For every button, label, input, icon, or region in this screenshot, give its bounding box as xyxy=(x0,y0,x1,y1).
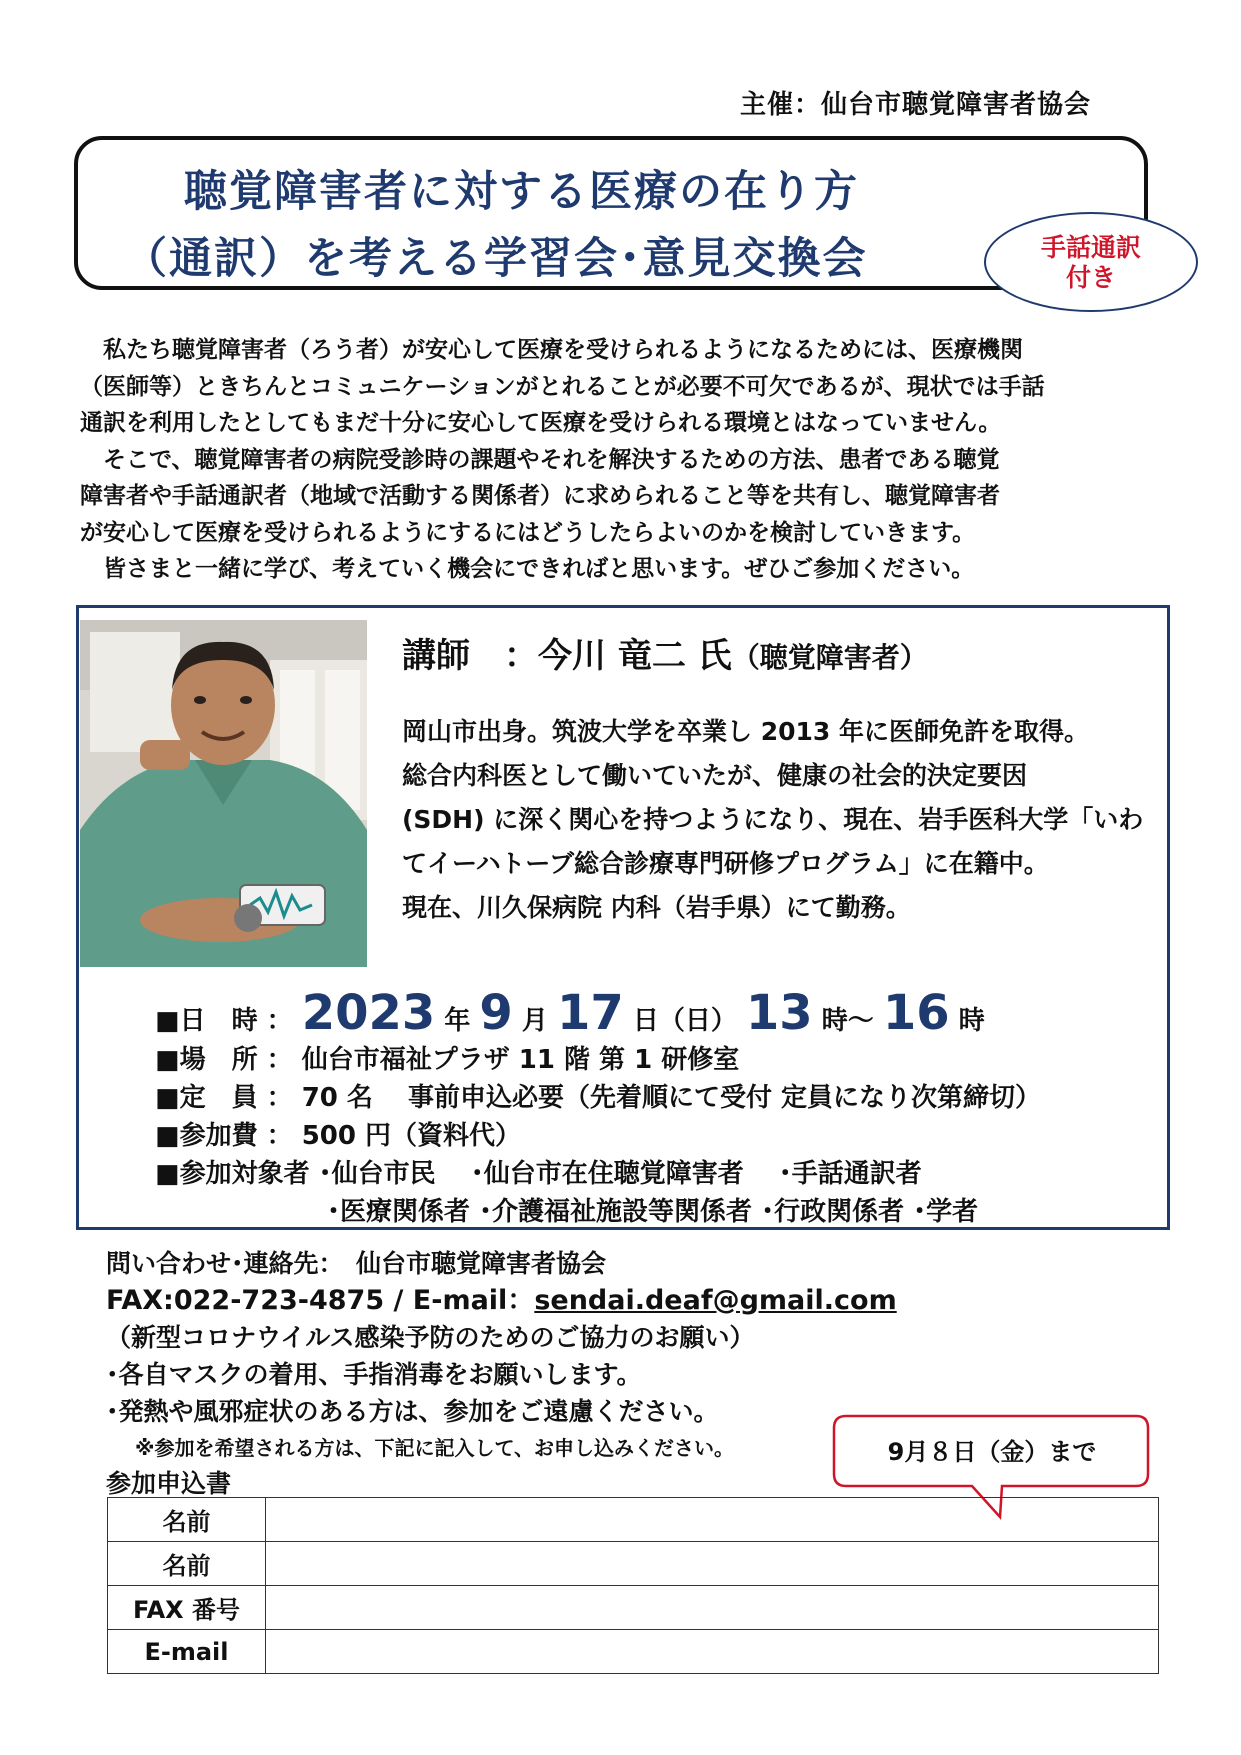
name-field-2[interactable] xyxy=(266,1542,1159,1586)
target-label: ■参加対象者 xyxy=(155,1159,310,1189)
intro-line: （医師等）ときちんとコミュニケーションがとれることが必要不可欠であるが、現状では手話 xyxy=(80,373,1045,400)
email-field[interactable] xyxy=(266,1630,1159,1674)
event-title-line2: （通訳）を考える学習会･意見交換会 xyxy=(124,234,868,284)
covid-title: （新型コロナウイルス感染予防のためのご協力のお願い） xyxy=(106,1323,755,1352)
bio-line: 現在、川久保病院 内科（岩手県）にて勤務。 xyxy=(402,893,911,922)
bio-line: 総合内科医として働いていたが、健康の社会的決定要因 xyxy=(402,761,1028,790)
organizer: 主催：仙台市聴覚障害者協会 xyxy=(740,90,1092,120)
date-row xyxy=(155,985,1041,1041)
event-title-line1: 聴覚障害者に対する医療の在り方 xyxy=(184,167,859,217)
name-field[interactable] xyxy=(266,1498,1159,1542)
time-start: 13 xyxy=(745,985,813,1041)
covid-item: ･各自マスクの着用、手指消毒をお願いします。 xyxy=(106,1360,642,1389)
capacity-row xyxy=(155,1079,1041,1117)
bio-line: てイーハトーブ総合診療専門研修プログラム」に在籍中。 xyxy=(402,849,1049,878)
target-line2: ･医療関係者 ･介護福祉施設等関係者 ･行政関係者 ･学者 xyxy=(327,1197,979,1227)
form-label-email: E-mail xyxy=(108,1630,266,1674)
fax-label: FAX:022-723-4875 / E-mail： xyxy=(106,1285,535,1316)
date-label: ■日 時 ： xyxy=(155,1006,293,1036)
target-row xyxy=(155,1155,1041,1193)
lecturer-heading xyxy=(402,628,928,677)
badge-line2: 付き xyxy=(1065,263,1116,292)
intro-line: 皆さまと一緒に学び、考えていく機会にできればと思います。ぜひご参加ください。 xyxy=(80,556,975,582)
intro-line: 私たち聴覚障害者（ろう者）が安心して医療を受けられるようになるためには、医療機関 xyxy=(80,337,1023,363)
time-start-unit: 時～ xyxy=(821,1006,874,1036)
badge-line1: 手話通訳 xyxy=(1040,233,1141,262)
intro-line: 障害者や手話通訳者（地域で活動する関係者）に求められること等を共有し、聴覚障害者 xyxy=(80,483,1000,509)
fax-field[interactable] xyxy=(266,1586,1159,1630)
form-label-name: 名前 xyxy=(108,1498,266,1542)
form-row xyxy=(108,1630,1159,1674)
form-label-fax: FAX 番号 xyxy=(108,1586,266,1630)
lecturer-note: （聴覚障害者） xyxy=(731,641,928,674)
email-link[interactable]: sendai.deaf@gmail.com xyxy=(534,1285,897,1316)
capacity-value: 70 名 事前申込必要（先着順にて受付 定員になり次第締切） xyxy=(301,1083,1042,1113)
fax-email-line xyxy=(106,1282,897,1319)
target-line1: ･仙台市民 ･仙台市在住聴覚障害者 ･手話通訳者 xyxy=(318,1159,922,1189)
form-row xyxy=(108,1586,1159,1630)
intro-line: が安心して医療を受けられるようにするにはどうしたらよいのかを検討していきます。 xyxy=(80,519,976,546)
date-month-unit: 月 xyxy=(521,1006,548,1036)
date-day-unit: 日（日） xyxy=(632,1006,737,1036)
event-details xyxy=(155,985,1041,1231)
bio-line: (SDH) に深く関心を持つようになり、現在、岩手医科大学「いわ xyxy=(402,805,1144,834)
application-form xyxy=(107,1497,1159,1674)
date-month: 9 xyxy=(479,985,513,1041)
contact-section xyxy=(106,1245,897,1430)
deadline-callout: 9月８日（金）まで xyxy=(887,1438,1097,1466)
intro-text xyxy=(80,332,1170,588)
covid-item: ･発熱や風邪症状のある方は、参加をご遠慮ください。 xyxy=(106,1397,719,1426)
contact-line: 問い合わせ･連絡先： 仙台市聴覚障害者協会 xyxy=(106,1249,607,1278)
time-end-unit: 時 xyxy=(958,1006,985,1036)
intro-line: そこで、聴覚障害者の病院受診時の課題やそれを解決するための方法、患者である聴覚 xyxy=(80,446,1000,473)
time-end: 16 xyxy=(882,985,950,1041)
place-label: ■場 所 ： xyxy=(155,1045,293,1075)
bio-line: 岡山市出身。筑波大学を卒業し 2013 年に医師免許を取得。 xyxy=(402,717,1089,746)
interpreter-badge xyxy=(984,212,1198,312)
target-row-2 xyxy=(155,1193,1041,1231)
fee-label: ■参加費 ： xyxy=(155,1121,293,1151)
form-row xyxy=(108,1498,1159,1542)
lecturer-name: 講師 ：今川 竜二 氏 xyxy=(402,636,732,676)
lecturer-photo-illustration xyxy=(80,620,367,967)
fee-row xyxy=(155,1117,1041,1155)
intro-line: 通訳を利用したとしてもまだ十分に安心して医療を受けられる環境とはなっていません。 xyxy=(80,410,1002,436)
capacity-label: ■定 員 ： xyxy=(155,1083,293,1113)
place-row xyxy=(155,1041,1041,1079)
fee-value: 500 円（資料代） xyxy=(301,1121,522,1151)
date-year: 2023 xyxy=(301,985,436,1041)
date-year-unit: 年 xyxy=(444,1006,471,1036)
date-day: 17 xyxy=(556,985,624,1041)
lecturer-photo xyxy=(80,620,367,967)
lecturer-bio xyxy=(402,710,1152,930)
form-row xyxy=(108,1542,1159,1586)
application-note: ※参加を希望される方は、下記に記入して、お申し込みください。 xyxy=(135,1436,735,1460)
place-value: 仙台市福祉プラザ 11 階 第 1 研修室 xyxy=(301,1045,740,1075)
form-title: 参加申込書 xyxy=(106,1469,232,1498)
form-label-name-2: 名前 xyxy=(108,1542,266,1586)
